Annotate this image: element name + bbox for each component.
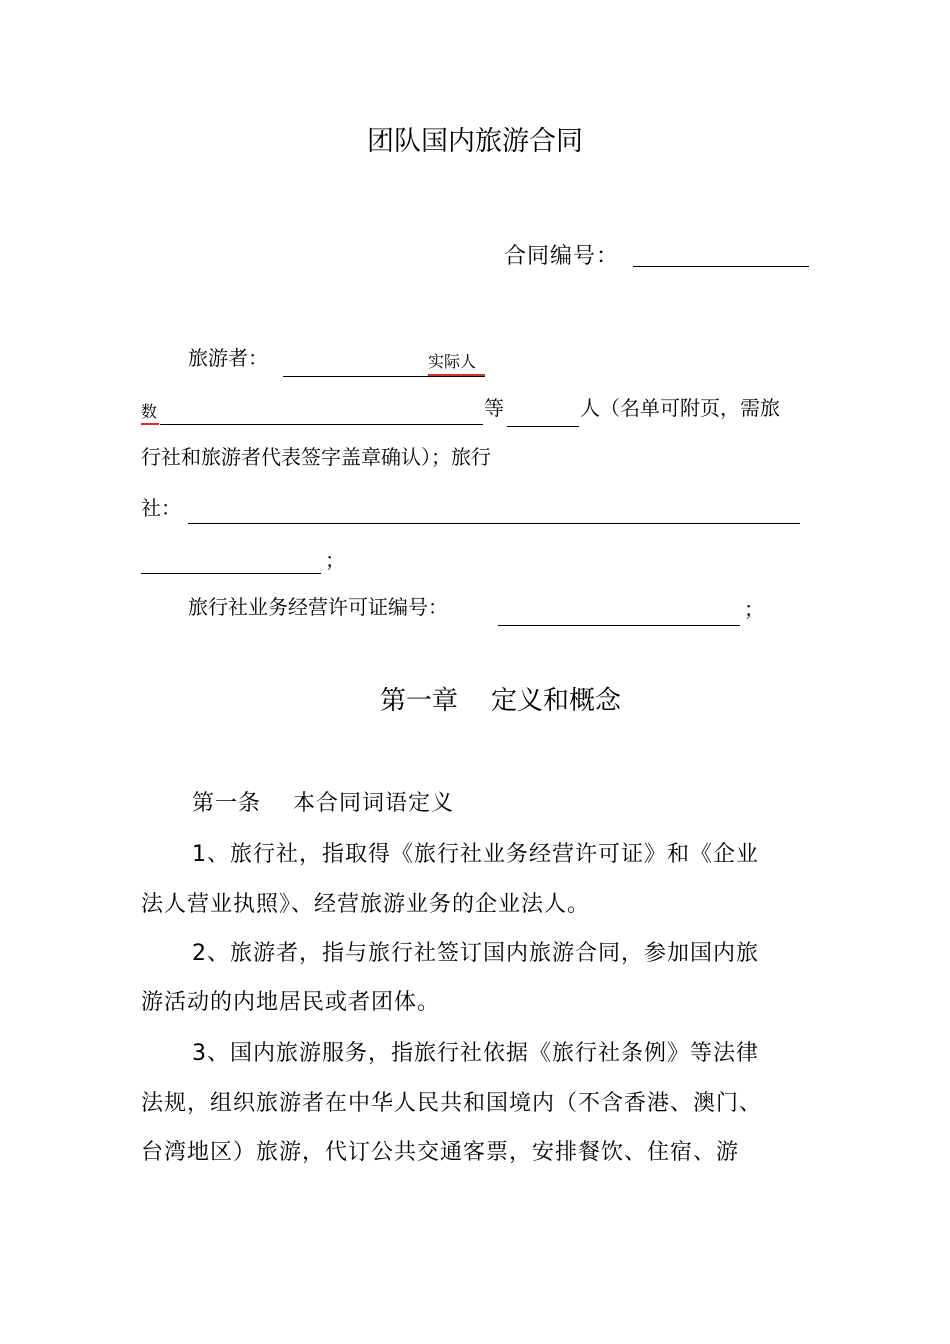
agency-name-blank[interactable]	[188, 523, 800, 524]
count-suffix: 人（名单可附页，需旅	[580, 396, 780, 420]
contract-no-blank[interactable]	[633, 266, 809, 267]
confirm-line: 行社和旅游者代表签字盖章确认）；旅行	[141, 445, 491, 469]
article-title: 第一条 本合同词语定义	[192, 791, 454, 816]
agency-name-blank-2[interactable]	[141, 573, 321, 574]
tourist-label: 旅游者：	[188, 346, 268, 370]
license-label: 旅行社业务经营许可证编号：	[188, 595, 448, 619]
contract-no-label: 合同编号：	[504, 244, 620, 269]
tourist-name-blank[interactable]	[283, 376, 485, 377]
para-3-line-1: 3、国内旅游服务，指旅行社依据《旅行社条例》等法律	[192, 1041, 759, 1066]
actual-count-note-a: 实际人	[428, 352, 477, 371]
license-semicolon: ；	[744, 597, 764, 621]
para-1-line-1: 1、旅行社，指取得《旅行社业务经营许可证》和《企业	[192, 842, 759, 867]
headcount-blank[interactable]	[507, 426, 579, 427]
document-title: 团队国内旅游合同	[367, 126, 583, 157]
agency-label: 社：	[141, 496, 181, 520]
license-no-blank[interactable]	[498, 625, 740, 626]
para-1-line-2: 法人营业执照》、经营旅游业务的企业法人。	[141, 892, 591, 917]
para-2-line-1: 2、旅游者，指与旅行社签订国内旅游合同，参加国内旅	[192, 941, 759, 966]
tourist-count-blank[interactable]	[160, 424, 483, 425]
para-3-line-2: 法规，组织旅游者在中华人民共和国境内（不含香港、澳门、	[141, 1091, 763, 1116]
note-red-underline-b	[141, 423, 159, 425]
actual-count-note-b: 数	[141, 402, 158, 421]
para-3-line-3: 台湾地区）旅游，代订公共交通客票，安排餐饮、住宿、游	[141, 1140, 740, 1165]
count-prefix: 等	[484, 396, 504, 420]
note-red-underline-a	[428, 374, 485, 376]
agency-semicolon: ；	[325, 548, 345, 572]
chapter-title: 第一章 定义和概念	[380, 686, 622, 716]
para-2-line-2: 游活动的内地居民或者团体。	[141, 990, 441, 1015]
